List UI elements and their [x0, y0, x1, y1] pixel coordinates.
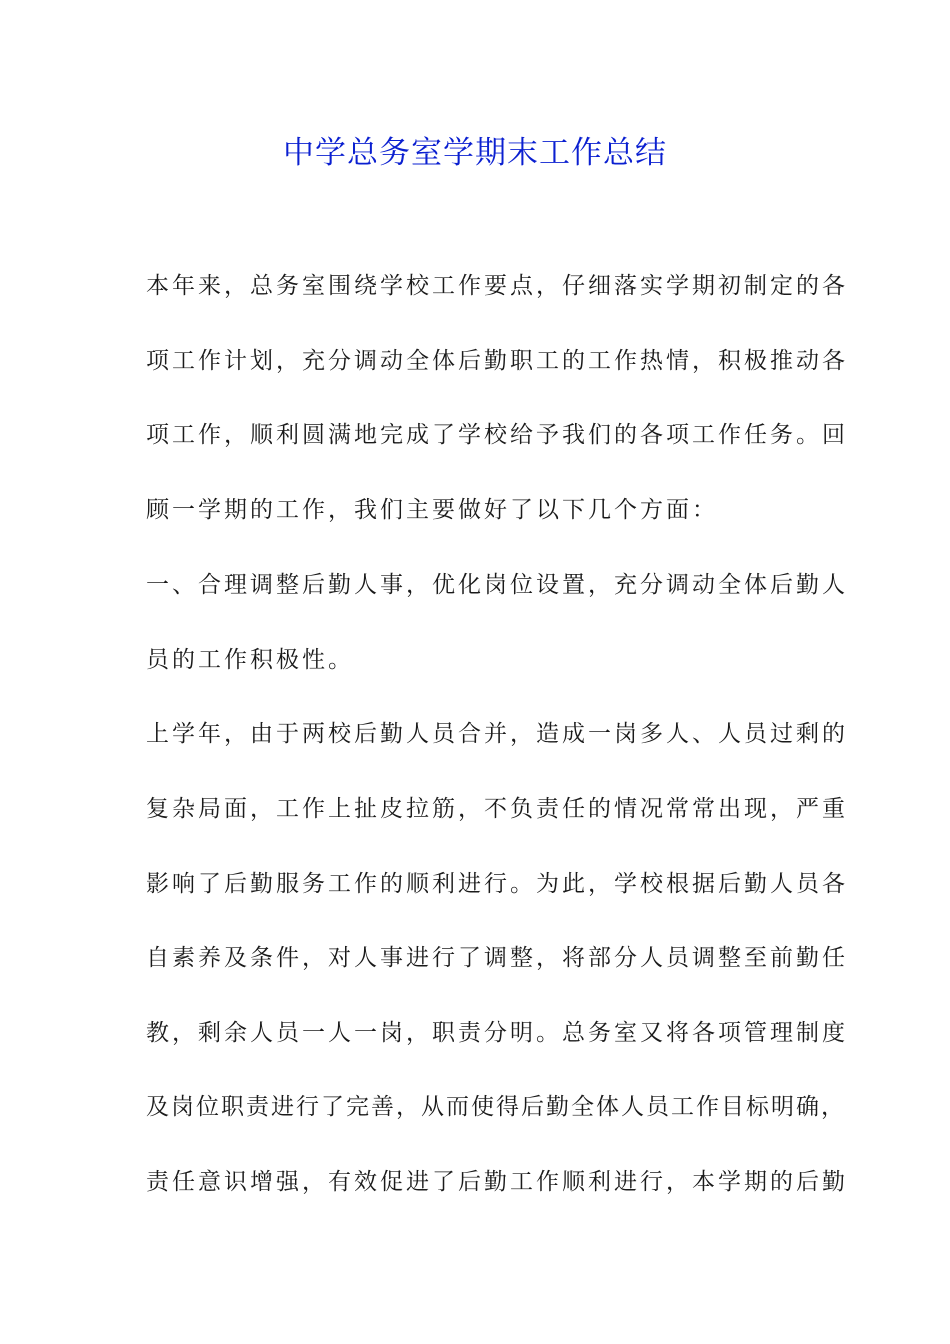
body-line: 顾一学期的工作，我们主要做好了以下几个方面： [146, 497, 718, 523]
body-line: 本年来，总务室围绕学校工作要点，仔细落实学期初制定的各 [146, 273, 848, 299]
body-line: 一、合理调整后勤人事，优化岗位设置，充分调动全体后勤人 [146, 572, 848, 598]
body-line: 教，剩余人员一人一岗，职责分明。总务室又将各项管理制度 [146, 1020, 848, 1046]
body-line: 上学年，由于两校后勤人员合并，造成一岗多人、人员过剩的 [146, 721, 848, 747]
body-line: 复杂局面，工作上扯皮拉筋，不负责任的情况常常出现，严重 [146, 796, 848, 822]
body-line: 项工作，顺利圆满地完成了学校给予我们的各项工作任务。回 [146, 422, 848, 448]
body-line: 责任意识增强，有效促进了后勤工作顺利进行，本学期的后勤 [146, 1169, 848, 1195]
body-line: 项工作计划，充分调动全体后勤职工的工作热情，积极推动各 [146, 348, 848, 374]
body-line: 及岗位职责进行了完善，从而使得后勤全体人员工作目标明确， [146, 1094, 846, 1120]
body-line: 影响了后勤服务工作的顺利进行。为此，学校根据后勤人员各 [146, 871, 848, 897]
body-line: 员的工作积极性。 [146, 647, 354, 673]
body-line: 自素养及条件，对人事进行了调整，将部分人员调整至前勤任 [146, 945, 848, 971]
document-title: 中学总务室学期末工作总结 [283, 135, 667, 171]
